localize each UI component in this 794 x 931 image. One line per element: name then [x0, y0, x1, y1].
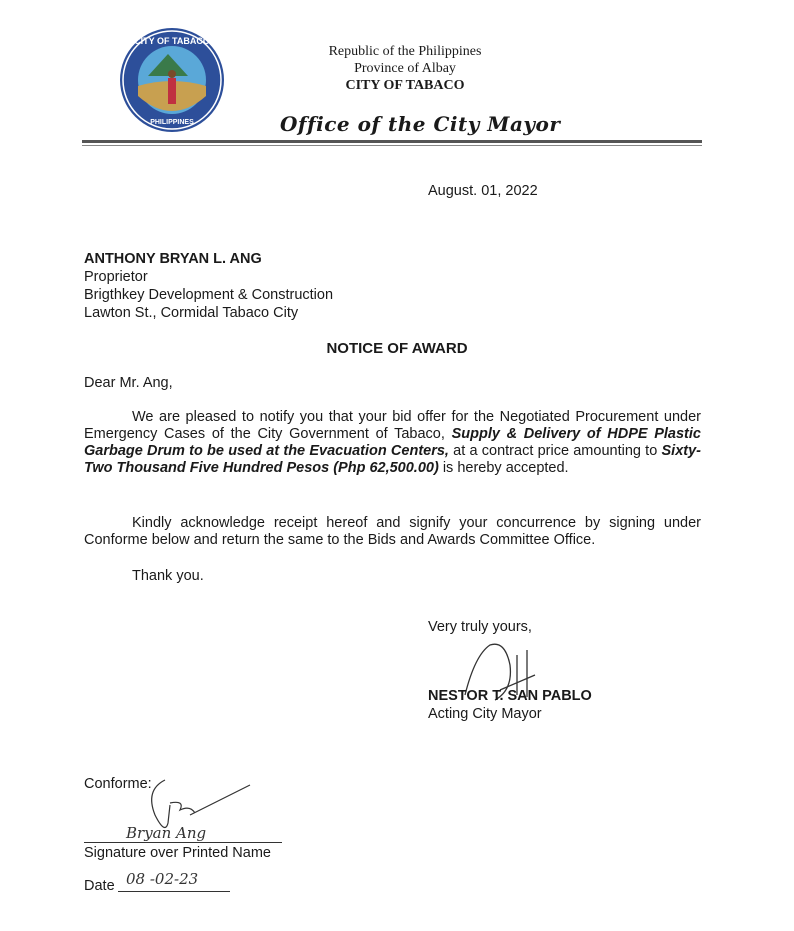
conforme-label: Conforme:	[84, 776, 152, 792]
subject: NOTICE OF AWARD	[326, 340, 468, 357]
header-divider	[82, 140, 702, 143]
recipient-title: Proprietor	[84, 269, 148, 285]
thank-you: Thank you.	[132, 568, 204, 584]
svg-text:CITY OF TABACO: CITY OF TABACO	[134, 36, 210, 46]
letterhead-line1: Republic of the Philippines	[328, 44, 482, 59]
handwritten-date: 08 -02-23	[126, 870, 199, 888]
letter-date: August. 01, 2022	[428, 183, 538, 199]
recipient-company: Brigthkey Development & Construction	[84, 287, 334, 303]
p1-text-3: is hereby accepted.	[438, 460, 569, 476]
contract-price: Sixty-Two Thousand Five Hundred Pesos (Php 62,500.00)	[84, 443, 701, 476]
body-paragraph-1	[84, 409, 701, 477]
salutation: Dear Mr. Ang,	[84, 375, 173, 391]
signature-label: Signature over Printed Name	[84, 845, 271, 861]
signatory-position: Acting City Mayor	[428, 706, 542, 722]
svg-text:PHILIPPINES: PHILIPPINES	[150, 119, 194, 126]
recipient-block	[84, 250, 333, 322]
office-title: Office of the City Mayor	[280, 112, 561, 136]
project-name: Supply & Delivery of HDPE Plastic Garbage Drum to be used at the Evacuation Centers,	[84, 426, 701, 459]
body-paragraph-2: Kindly acknowledge receipt hereof and signify your concurrence by signing under Conforme below and return the same to the Bids and Awards Committee Office.	[84, 515, 701, 548]
date-line	[118, 891, 230, 892]
recipient-name: ANTHONY BRYAN L. ANG	[84, 251, 262, 267]
handwritten-name: Bryan Ang	[126, 824, 207, 842]
p1-text-2: at a contract price amounting to	[448, 443, 662, 459]
letterhead-line3: CITY OF TABACO	[345, 78, 465, 93]
p1-text: We are pleased to notify you that your bid offer for the Negotiated Procurement under Emergency Cases of the City Government of Tabaco,	[84, 409, 701, 442]
header-divider-thin	[82, 145, 702, 146]
date-label: Date	[84, 878, 115, 894]
letterhead-line2: Province of Albay	[354, 61, 456, 76]
closing: Very truly yours,	[428, 619, 532, 635]
recipient-address: Lawton St., Cormidal Tabaco City	[84, 305, 299, 321]
letterhead-text	[280, 43, 530, 94]
city-seal	[118, 26, 226, 134]
signature-line	[84, 842, 282, 843]
signatory-name: NESTOR T. SAN PABLO	[428, 688, 592, 704]
